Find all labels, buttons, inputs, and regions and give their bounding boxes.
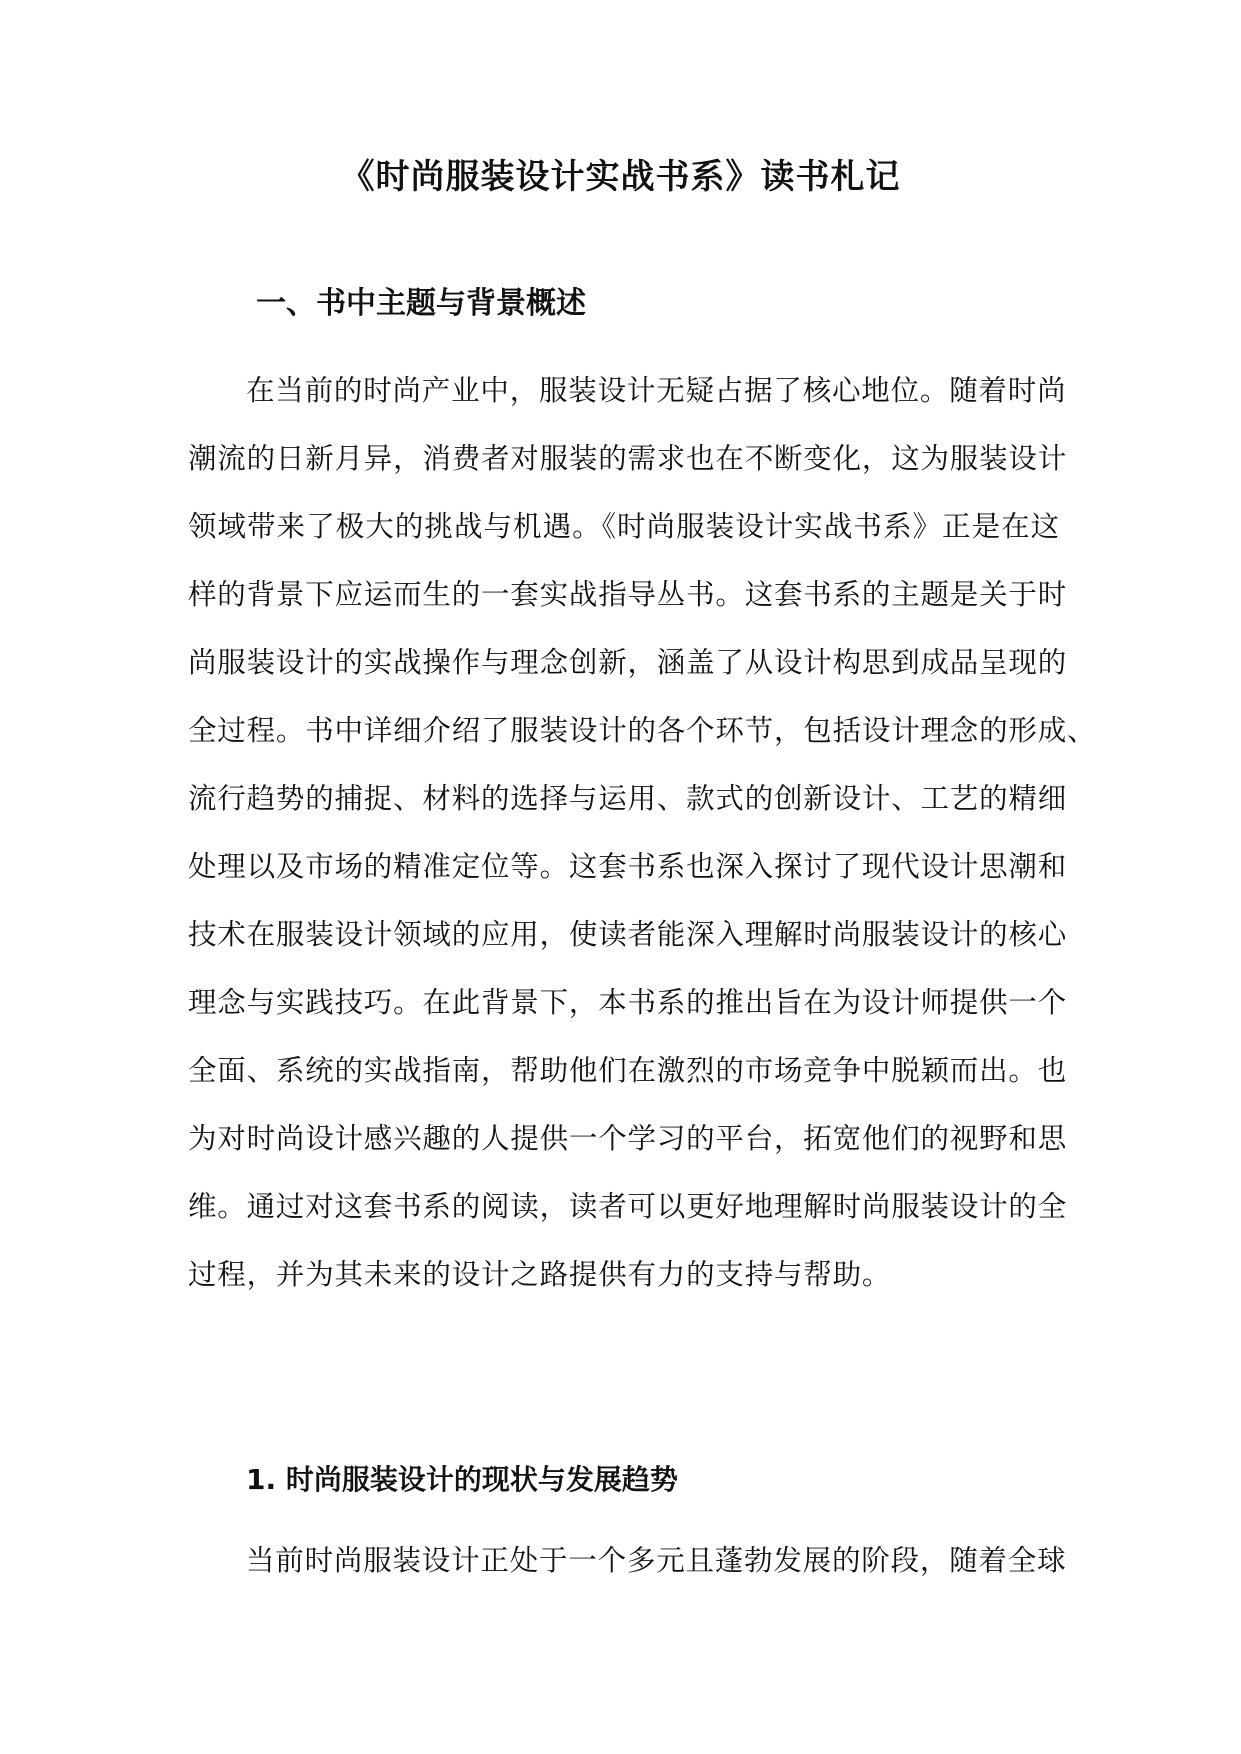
body-line: 理念与实践技巧。在此背景下，本书系的推出旨在为设计师提供一个 <box>188 986 1068 1019</box>
body-line: 为对时尚设计感兴趣的人提供一个学习的平台，拓宽他们的视野和思 <box>188 1122 1068 1155</box>
body-line: 维。通过对这套书系的阅读，读者可以更好地理解时尚服装设计的全 <box>188 1190 1068 1223</box>
body-line: 流行趋势的捕捉、材料的选择与运用、款式的创新设计、工艺的精细 <box>188 782 1068 815</box>
body-line: 全面、系统的实战指南，帮助他们在激烈的市场竞争中脱颖而出。也 <box>188 1054 1068 1087</box>
body-line: 处理以及市场的精准定位等。这套书系也深入探讨了现代设计思潮和 <box>188 850 1068 883</box>
subsection-heading: 1. 时尚服装设计的现状与发展趋势 <box>246 1463 678 1496</box>
body-line: 过程，并为其未来的设计之路提供有力的支持与帮助。 <box>188 1258 892 1291</box>
section-body <box>188 368 1097 1320</box>
document-title: 《时尚服装设计实战书系》读书札记 <box>340 157 901 197</box>
subsection-body-line: 当前时尚服装设计正处于一个多元且蓬勃发展的阶段，随着全球 <box>246 1544 1067 1577</box>
body-line: 全过程。书中详细介绍了服装设计的各个环节，包括设计理念的形成、 <box>188 714 1097 747</box>
section-heading: 一、书中主题与背景概述 <box>256 286 586 321</box>
body-line: 尚服装设计的实战操作与理念创新，涵盖了从设计构思到成品呈现的 <box>188 646 1068 679</box>
body-line: 潮流的日新月异，消费者对服装的需求也在不断变化，这为服装设计 <box>188 442 1068 475</box>
body-line: 领域带来了极大的挑战与机遇。《时尚服装设计实战书系》正是在这 <box>188 510 1060 543</box>
body-line: 在当前的时尚产业中，服装设计无疑占据了核心地位。随着时尚 <box>246 374 1067 407</box>
body-line: 技术在服装设计领域的应用，使读者能深入理解时尚服装设计的核心 <box>188 918 1068 951</box>
body-line: 样的背景下应运而生的一套实战指导丛书。这套书系的主题是关于时 <box>188 578 1068 611</box>
